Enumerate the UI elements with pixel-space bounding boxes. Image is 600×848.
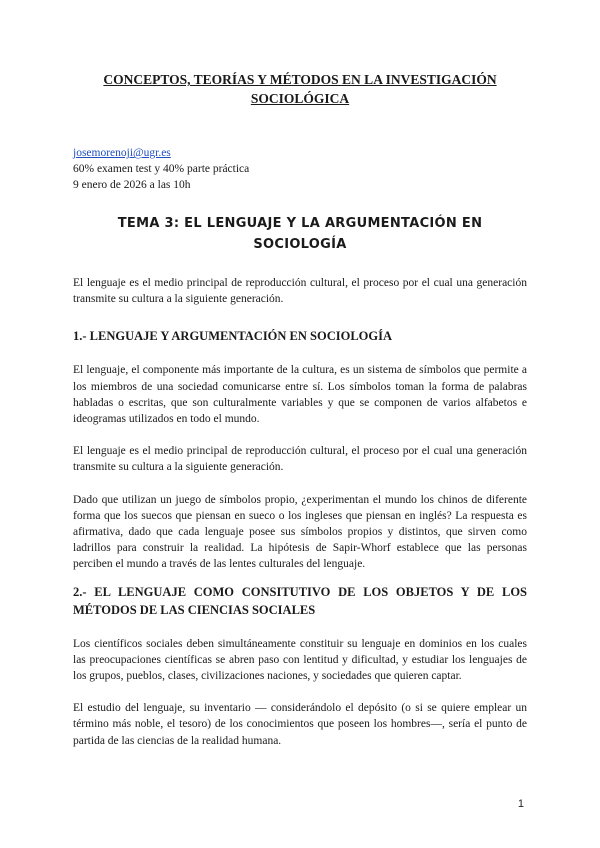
course-info [73,145,527,193]
page-number: 1 [517,798,524,810]
email-link[interactable]: josemorenoji@ugr.es [73,147,171,159]
section2-heading: 2.- EL LENGUAJE COMO CONSITUTIVO DE LOS OBJETOS Y DE LOS MÉTODOS DE LAS CIENCIAS SOCIALES [73,584,527,617]
document-title [73,70,527,108]
section2-paragraph-2: El estudio del lenguaje, su inventario — considerándolo el depósito (o si se quiere emplear un término más noble, el tesoro) de los conocimientos que poseen los hombres—, sería el punto de partida de las ciencias de la realidad humana. [73,702,527,747]
tema-title-line1: TEMA 3: EL LENGUAJE Y LA ARGUMENTACIÓN EN [117,216,483,231]
section1-heading: 1.- LENGUAJE Y ARGUMENTACIÓN EN SOCIOLOGÍA [73,329,393,344]
section1-paragraph-1: El lenguaje, el componente más importante de la cultura, es un sistema de símbolos que permite a los miembros de una sociedad comunicarse entre sí. Los símbolos toman la forma de palabras habladas o escritas, que son culturalmente variables y que se componen de varios alfabetos e ideogramas utilizados en todo el mundo. [73,364,527,426]
document-title-line1: CONCEPTOS, TEORÍAS Y MÉTODOS EN LA INVESTIGACIÓN [103,72,497,87]
intro-paragraph: El lenguaje es el medio principal de reproducción cultural, el proceso por el cual una generación transmite su cultura a la siguiente generación. [73,277,527,306]
document-title-line2: SOCIOLÓGICA [250,91,350,106]
document-page [73,70,527,749]
exam-date: 9 enero de 2026 a las 10h [73,179,191,191]
grading-info: 60% examen test y 40% parte práctica [73,163,250,175]
tema-title [73,213,527,255]
section1-paragraph-2: El lenguaje es el medio principal de reproducción cultural, el proceso por el cual una generación transmite su cultura a la siguiente generación. [73,445,527,474]
section1-paragraph-3: Dado que utilizan un juego de símbolos propio, ¿experimentan el mundo los chinos de diferente forma que los suecos que piensan en sueco o los ingleses que piensan en inglés? La respuesta es afirmativa, dado que cada lenguaje posee sus símbolos propios y distintos, que sirven como ladrillos para construir la realidad. La hipótesis de Sapir-Whorf establece que las personas perciben el mundo a través de las lentes culturales del lenguaje. [73,493,527,571]
section2-paragraph-1: Los científicos sociales deben simultáneamente constituir su lenguaje en dominios en los cuales las preocupaciones científicas se abren paso con lentitud y dificultad, y estudiar los lenguajes de los grupos, pueblos, clases, civilizaciones naciones, y sociedades que quieren captar. [73,637,527,683]
tema-title-line2: SOCIOLOGÍA [253,237,347,252]
